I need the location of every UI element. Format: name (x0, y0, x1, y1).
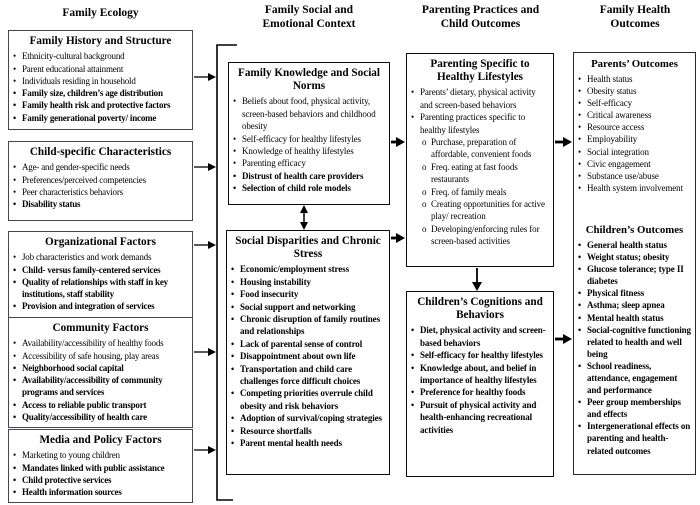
bullet-text: Obesity status (587, 86, 637, 97)
bullet-item (13, 276, 188, 301)
bullet-list (13, 449, 188, 498)
bullet-item (578, 158, 691, 170)
bullet-text: Health status (587, 74, 633, 84)
bullet-item (13, 362, 188, 374)
bullet-text: Selection of child role models (242, 183, 351, 194)
bullet-marker: • (13, 399, 16, 410)
bullet-item (13, 411, 188, 423)
bullet-item (231, 387, 385, 412)
bullet-text: Beliefs about food, physical activity, screen-based behaviors and childhood obesity (242, 96, 376, 132)
bullet-marker: • (578, 312, 582, 323)
bullet-text: Self-efficacy (587, 98, 633, 109)
bullet-text: Parenting efficacy (242, 158, 306, 169)
bullet-marker: • (578, 397, 582, 408)
bullet-marker: • (13, 162, 16, 173)
bullet-marker: • (233, 158, 237, 169)
bullet-item (578, 287, 691, 299)
bullet-marker: • (13, 112, 16, 123)
bullet-text: Peer characteristics behaviors (22, 186, 123, 197)
bullet-item (233, 182, 385, 194)
bullet-item (578, 312, 691, 324)
bullet-item (411, 386, 549, 398)
bullet-marker: • (13, 174, 16, 185)
box-family-health-outcomes (573, 52, 696, 475)
bullet-item (13, 337, 188, 349)
bullet-text: General health status (587, 239, 667, 250)
bullet-marker: • (231, 413, 235, 424)
bullet-text: Health system involvement (587, 182, 683, 193)
bullet-marker: • (13, 276, 16, 287)
bullet-marker: • (578, 182, 582, 193)
bullet-text: Substance use/abuse (587, 170, 659, 181)
bullet-item (578, 97, 691, 109)
bullet-item (578, 146, 691, 158)
bullet-marker: • (578, 170, 582, 181)
bullet-text: Purchase, preparation of affordable, convenient foods (431, 137, 532, 160)
arrow-child-specific-to-context (194, 163, 216, 171)
bullet-item (578, 73, 691, 85)
bullet-marker: • (578, 110, 582, 121)
bullet-text: Parenting practices specific to healthy lifestyles (420, 112, 526, 135)
bullet-text: Mental health status (587, 312, 664, 323)
bullet-text: Resource shortfalls (240, 425, 312, 436)
bullet-marker: • (231, 425, 235, 436)
bullet-list (13, 161, 188, 210)
arrow-cognitions-to-childrens-outcomes (555, 334, 572, 344)
bullet-marker: • (231, 264, 235, 275)
bullet-text: Diet, physical activity and screen-based behaviors (420, 325, 546, 348)
bullet-marker: • (411, 350, 415, 361)
bullet-text: Availability/accessibility of community programs and services (22, 375, 163, 398)
bullet-marker: • (411, 112, 415, 123)
bullet-item (233, 133, 385, 145)
bullet-item (578, 251, 691, 263)
header-family-ecology: Family Ecology (62, 7, 139, 19)
bullet-item (411, 136, 549, 161)
box-title: Media and Policy Factors (39, 434, 162, 446)
bullet-list (233, 95, 385, 194)
bullet-marker: • (13, 252, 16, 263)
bullet-text: Quality/accessibility of health care (22, 411, 147, 422)
bullet-item (13, 251, 188, 263)
bullet-item (411, 186, 549, 198)
bullet-item (231, 363, 385, 388)
bullet-marker: • (411, 87, 415, 98)
bullet-text: Civic engagement (587, 158, 651, 169)
bullet-item (231, 301, 385, 313)
box-family-knowledge-social-norms (228, 62, 390, 205)
bullet-text: Family generational poverty/ income (22, 112, 157, 123)
bullet-text: Physical fitness (587, 288, 645, 299)
bullet-item (231, 263, 385, 275)
bullet-marker: • (13, 51, 16, 62)
bullet-item (13, 264, 188, 276)
circle-bullet-marker: o (422, 161, 427, 172)
bullet-marker: • (233, 133, 237, 144)
bullet-item (578, 182, 691, 194)
bullet-item (411, 161, 549, 186)
box-title: Social Disparities and Chronic Stress (235, 235, 381, 261)
bullet-text: Lack of parental sense of control (240, 338, 363, 349)
bullet-text: Quality of relationships with staff in key institutions, staff stability (22, 276, 168, 300)
bullet-marker: • (13, 375, 16, 386)
circle-bullet-marker: o (422, 223, 427, 234)
bullet-item (411, 111, 549, 136)
bullet-text: Competing priorities overrule child obesity and risk behaviors (240, 388, 373, 411)
bullet-item (578, 263, 691, 287)
box-title: Child-specific Characteristics (29, 146, 172, 158)
bullet-item (411, 399, 549, 436)
bullet-text: Glucose tolerance; type II diabetes (587, 264, 684, 287)
arrow-knowledge-disparities-bidirectional (300, 205, 308, 230)
bullet-marker: • (411, 325, 415, 336)
bullet-marker: • (13, 199, 16, 210)
bullet-item (578, 133, 691, 145)
arrow-disparities-to-parenting (391, 233, 405, 243)
circle-bullet-marker: o (422, 199, 427, 210)
bullet-text: Health information sources (22, 487, 122, 498)
header-parenting-practices-child-outcomes: Parenting Practices and Child Outcomes (421, 4, 540, 30)
bullet-text: Parents’ dietary, physical activity and screen-based behaviors (420, 87, 536, 110)
bullet-item (13, 486, 188, 498)
bullet-text: Pursuit of physical activity and health-enhancing recreational activities (420, 399, 537, 435)
bullet-item (578, 170, 691, 182)
bullet-marker: • (578, 74, 582, 84)
bullet-marker: • (578, 86, 582, 97)
bullet-text: Neighborhood social capital (22, 362, 124, 373)
bullet-text: Distrust of health care providers (242, 170, 364, 181)
bullet-marker: • (578, 146, 582, 157)
bullet-text: Developing/enforcing rules for screen-based activities (431, 223, 540, 247)
arrow-family-history-to-context (194, 73, 216, 81)
bullet-marker: • (411, 362, 415, 373)
arrow-community-to-context (194, 348, 216, 356)
bullet-text: Housing instability (240, 276, 311, 287)
bullet-marker: • (13, 362, 16, 373)
bullet-marker: • (231, 351, 235, 362)
arrow-knowledge-to-parenting (391, 137, 405, 147)
bullet-marker: • (411, 387, 415, 398)
bullet-marker: • (578, 421, 582, 432)
bullet-marker: • (13, 338, 16, 349)
bullet-item (578, 420, 691, 456)
bullet-text: Marketing to young children (22, 450, 120, 461)
circle-bullet-marker: o (422, 137, 427, 148)
bullet-item (233, 170, 385, 182)
bullet-text: Individuals residing in household (22, 75, 136, 86)
bullet-item (578, 396, 691, 420)
bullet-item (13, 112, 188, 124)
box-social-disparities-chronic-stress (226, 230, 390, 475)
box-title: Organizational Factors (45, 236, 156, 248)
bullet-item (231, 313, 385, 338)
bullet-marker: • (13, 186, 16, 197)
bullet-item (411, 349, 549, 361)
bullet-list (13, 50, 188, 124)
bullet-list (231, 263, 385, 449)
bullet-item (13, 374, 188, 399)
bullet-marker: • (231, 314, 235, 325)
bullet-item (578, 85, 691, 97)
box-title: Family Knowledge and Social Norms (237, 67, 381, 93)
bullet-marker: • (231, 363, 235, 374)
bullet-marker: • (233, 183, 237, 194)
bullet-marker: • (231, 338, 235, 349)
bullet-item (13, 75, 188, 87)
bullet-list (578, 239, 691, 457)
bullet-text: Economic/employment stress (240, 264, 349, 275)
box-family-history-structure (8, 30, 193, 130)
arrow-media-policy-to-context (194, 446, 216, 454)
bullet-marker: • (578, 239, 582, 250)
bullet-item (231, 338, 385, 350)
bullet-text: Parent mental health needs (240, 438, 342, 449)
bullet-item (13, 300, 188, 312)
bullet-marker: • (411, 399, 415, 410)
bullet-marker: • (13, 474, 16, 485)
section-title: Children’s Outcomes (585, 223, 684, 236)
bullet-marker: • (13, 264, 16, 275)
bullet-marker: • (578, 288, 582, 299)
bullet-text: Preferences/perceived competencies (22, 174, 146, 185)
bullet-list (578, 73, 691, 194)
bullet-marker: • (233, 96, 237, 107)
bullet-text: Disability status (22, 199, 81, 210)
bullet-marker: • (231, 276, 235, 287)
arrow-organizational-to-context (194, 241, 216, 249)
bullet-marker: • (13, 63, 16, 74)
bullet-list (13, 251, 188, 312)
bullet-text: Preference for healthy foods (420, 387, 526, 398)
section-childrens-outcomes (578, 224, 691, 457)
bullet-text: Social integration (587, 146, 649, 157)
bullet-text: Intergenerational effects on parenting and health-related outcomes (587, 421, 691, 456)
bullet-marker: • (578, 134, 582, 145)
circle-bullet-marker: o (422, 186, 427, 197)
bullet-text: Transportation and child care challenges force difficult choices (240, 363, 361, 387)
box-child-specific-characteristics (8, 141, 193, 221)
bullet-item (231, 350, 385, 362)
bullet-list (411, 86, 549, 247)
section-title: Parents’ Outcomes (591, 58, 678, 70)
bullet-item (13, 50, 188, 62)
bullet-item (578, 109, 691, 121)
bullet-item (13, 350, 188, 362)
bullet-item (411, 324, 549, 349)
bullet-marker: • (233, 146, 237, 157)
bullet-item (578, 121, 691, 133)
bullet-marker: • (13, 411, 16, 422)
bullet-text: Resource access (587, 122, 645, 133)
bullet-text: Peer group memberships and effects (587, 397, 681, 420)
box-title: Parenting Specific to Healthy Lifestyles (430, 58, 530, 84)
bullet-text: Social support and networking (240, 301, 356, 312)
bullet-text: Weight status; obesity (587, 252, 670, 263)
bullet-item (231, 288, 385, 300)
bullet-item (578, 299, 691, 311)
bullet-text: Disappointment about own life (240, 351, 356, 362)
bullet-item (231, 276, 385, 288)
bullet-marker: • (231, 388, 235, 399)
bullet-text: Freq. eating at fast foods restaurants (431, 161, 518, 185)
bullet-text: Employability (587, 134, 638, 145)
bullet-item (411, 223, 549, 248)
section-parents-outcomes (578, 58, 691, 194)
bullet-item (233, 157, 385, 169)
bullet-marker: • (578, 122, 582, 133)
bullet-item (13, 186, 188, 198)
bullet-text: Freq. of family meals (431, 186, 507, 197)
header-family-social-emotional-context: Family Social and Emotional Context (262, 4, 356, 30)
bullet-marker: • (13, 301, 16, 312)
bullet-list (411, 324, 549, 436)
box-parenting-specific-healthy-lifestyles (406, 53, 554, 267)
bullet-item (578, 239, 691, 251)
bullet-item (13, 161, 188, 173)
bullet-item (13, 399, 188, 411)
bullet-marker: • (231, 289, 235, 300)
bullet-item (13, 174, 188, 186)
bullet-item (231, 437, 385, 449)
bullet-marker: • (13, 487, 16, 498)
bullet-marker: • (13, 75, 16, 86)
bullet-text: Provision and integration of services (22, 301, 155, 312)
bullet-text: Critical awareness (587, 110, 652, 121)
bullet-marker: • (578, 252, 582, 263)
bullet-text: Mandates linked with public assistance (22, 462, 165, 473)
bullet-text: Job characteristics and work demands (22, 252, 152, 263)
bullet-text: Self-efficacy for healthy lifestyles (420, 350, 543, 361)
bullet-text: Asthma; sleep apnea (587, 300, 665, 311)
box-community-factors (8, 317, 193, 428)
bullet-text: Social-cognitive functioning related to health and well being (587, 324, 691, 359)
bullet-text: Child protective services (22, 474, 112, 485)
bullet-marker: • (578, 360, 582, 371)
box-media-policy-factors (8, 429, 193, 503)
bullet-item (231, 425, 385, 437)
box-childrens-cognitions-behaviors (406, 291, 554, 477)
bullet-marker: • (13, 450, 16, 461)
bullet-marker: • (233, 170, 237, 181)
bullet-item (231, 412, 385, 424)
bullet-marker: • (13, 88, 16, 99)
bullet-text: Food insecurity (240, 289, 299, 300)
box-organizational-factors (8, 231, 193, 318)
bullet-item (578, 360, 691, 396)
bullet-marker: • (578, 158, 582, 169)
bullet-marker: • (578, 300, 582, 311)
bullet-item (411, 362, 549, 387)
bullet-list (13, 337, 188, 423)
bullet-text: Creating opportunities for active play/ recreation (431, 199, 545, 222)
bullet-item (411, 86, 549, 111)
bullet-text: Child- versus family-centered services (22, 264, 161, 275)
bullet-text: Availability/accessibility of healthy foods (22, 338, 164, 349)
bullet-item (13, 87, 188, 99)
bullet-item (13, 462, 188, 474)
bullet-text: Self-efficacy for healthy lifestyles (242, 133, 361, 144)
arrow-parenting-to-parents-outcomes (555, 137, 572, 147)
bullet-item (233, 95, 385, 132)
bullet-text: Accessibility of safe housing, play areas (22, 350, 159, 361)
bullet-marker: • (231, 438, 235, 449)
bullet-text: Knowledge about, and belief in importance of healthy lifestyles (420, 362, 537, 386)
bullet-item (233, 145, 385, 157)
bullet-marker: • (578, 98, 582, 109)
bullet-item (13, 449, 188, 461)
bullet-text: Adoption of survival/coping strategies (240, 413, 382, 424)
box-title: Family History and Structure (29, 35, 172, 47)
bullet-item (578, 324, 691, 360)
bullet-text: Family size, children’s age distribution (22, 88, 163, 99)
arrow-parenting-to-cognitions (472, 268, 482, 291)
bullet-item (13, 99, 188, 111)
bullet-text: Knowledge of healthy lifestyles (242, 146, 354, 157)
bullet-marker: • (578, 264, 582, 275)
bullet-text: Ethnicity-cultural background (22, 51, 125, 62)
bullet-text: Family health risk and protective factors (22, 100, 171, 111)
bullet-text: Access to reliable public transport (22, 399, 147, 410)
bullet-item (13, 474, 188, 486)
bullet-item (13, 63, 188, 75)
bullet-marker: • (13, 350, 16, 361)
bullet-text: Age- and gender-specific needs (22, 162, 130, 173)
box-title: Community Factors (52, 322, 149, 334)
bullet-marker: • (13, 100, 16, 111)
bullet-item (13, 198, 188, 210)
header-family-health-outcomes: Family Health Outcomes (599, 4, 671, 30)
bullet-item (411, 198, 549, 223)
bullet-text: Chronic disruption of family routines and relationships (240, 314, 380, 337)
bullet-text: Parent educational attainment (22, 63, 124, 74)
bullet-marker: • (231, 301, 235, 312)
box-title: Children’s Cognitions and Behaviors (417, 296, 543, 322)
bullet-text: School readiness, attendance, engagement and performance (587, 360, 678, 396)
bullet-marker: • (13, 462, 16, 473)
bullet-marker: • (578, 324, 582, 335)
